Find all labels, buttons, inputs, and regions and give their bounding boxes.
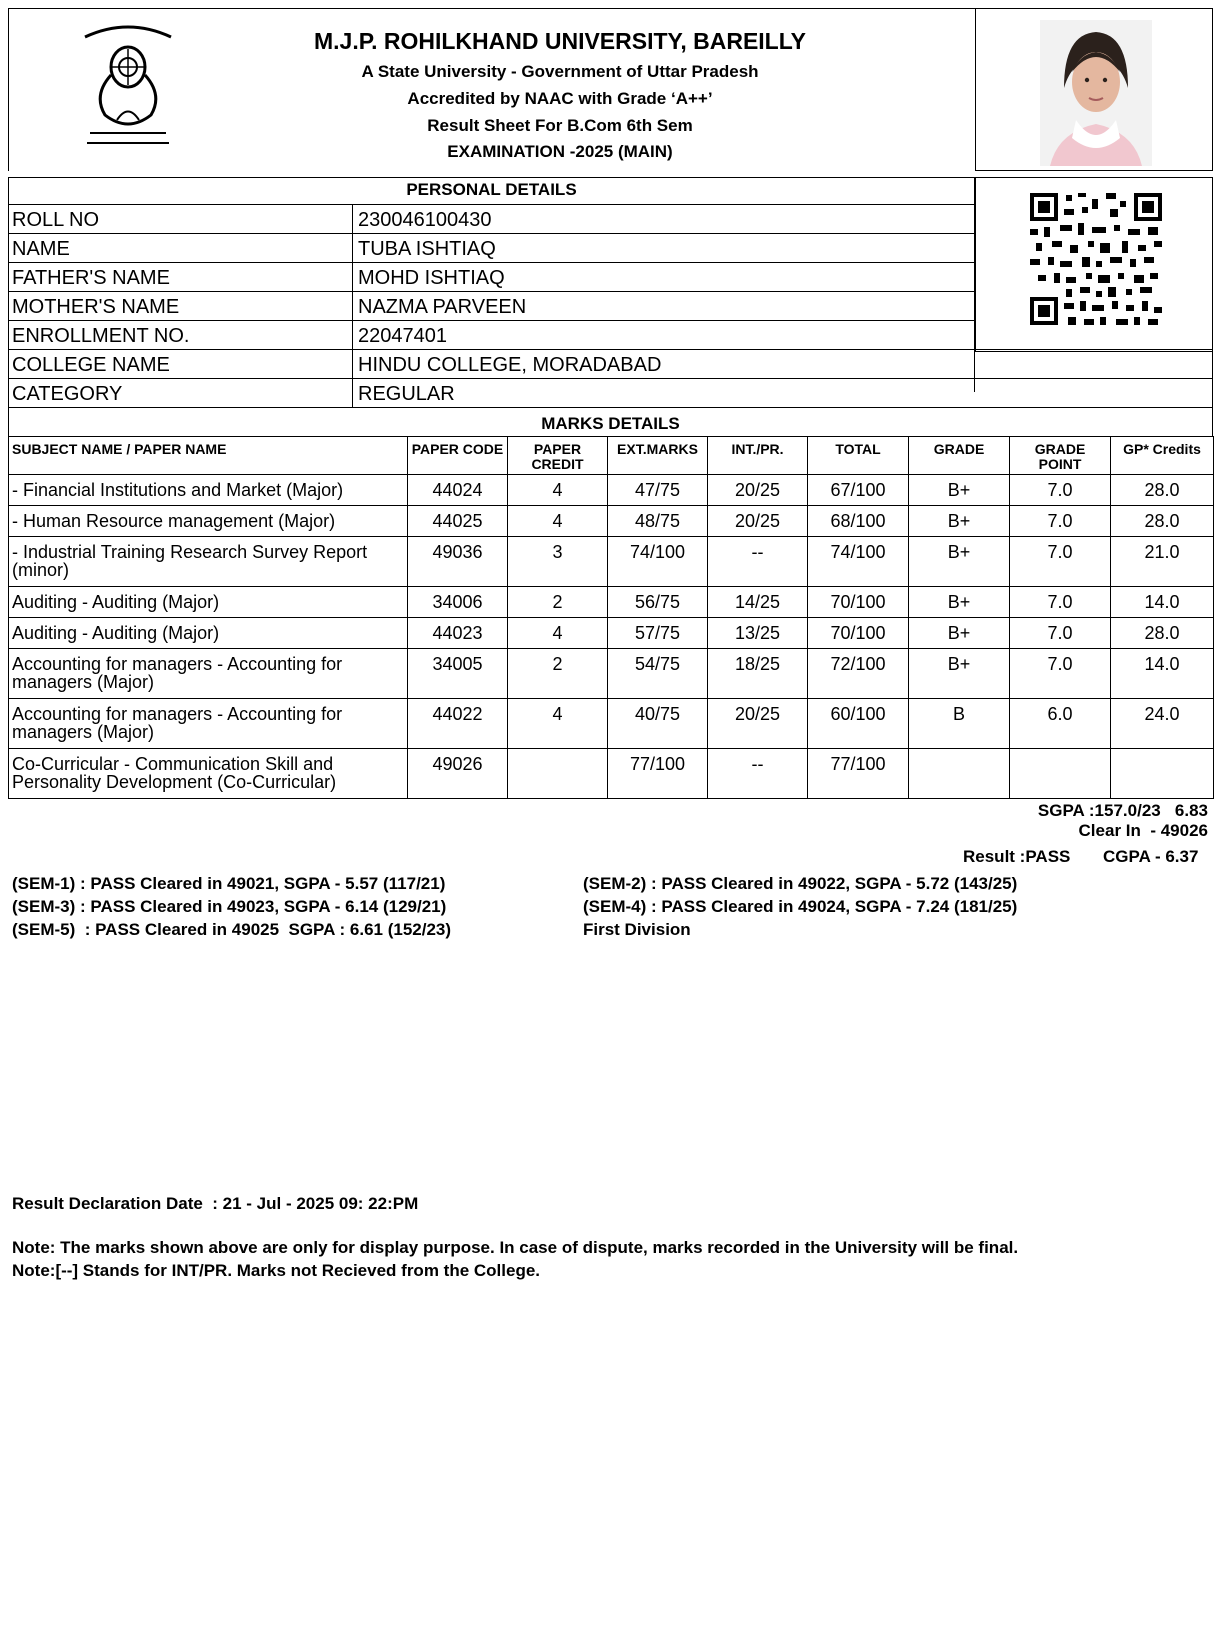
ext-marks: 40/75 bbox=[608, 699, 708, 749]
int-marks: 20/25 bbox=[708, 699, 808, 749]
paper-code: 49026 bbox=[408, 749, 508, 799]
int-marks: -- bbox=[708, 749, 808, 799]
total-marks: 68/100 bbox=[808, 506, 909, 537]
int-marks: 14/25 bbox=[708, 587, 808, 618]
pd-row-name bbox=[8, 233, 975, 262]
personal-details-title: PERSONAL DETAILS bbox=[406, 180, 577, 199]
pd-row-mother bbox=[8, 291, 975, 320]
paper-code: 44024 bbox=[408, 475, 508, 506]
pd-row-enrollment bbox=[8, 320, 975, 349]
col-paper-code: PAPER CODE bbox=[408, 437, 508, 475]
col-ext-marks: EXT.MARKS bbox=[608, 437, 708, 475]
subject-name: - Financial Institutions and Market (Major) bbox=[9, 475, 408, 506]
ext-marks: 74/100 bbox=[608, 537, 708, 587]
grade: B+ bbox=[909, 649, 1010, 699]
col-gp-credits: GP* Credits bbox=[1111, 437, 1214, 475]
gp-credits: 21.0 bbox=[1111, 537, 1214, 587]
paper-code: 34005 bbox=[408, 649, 508, 699]
grade: B+ bbox=[909, 537, 1010, 587]
pd-row-father bbox=[8, 262, 975, 291]
marks-details-title: MARKS DETAILS bbox=[541, 414, 680, 433]
table-row bbox=[9, 506, 1214, 537]
mother-name-label: MOTHER'S NAME bbox=[12, 296, 180, 318]
paper-credit: 4 bbox=[508, 618, 608, 649]
sheet-title: Result Sheet For B.Com 6th Sem bbox=[427, 116, 693, 135]
total-marks: 67/100 bbox=[808, 475, 909, 506]
subject-name: Accounting for managers - Accounting for managers (Major) bbox=[9, 699, 408, 749]
sem-3-result: (SEM-3) : PASS Cleared in 49023, SGPA - 6.14 (129/21) bbox=[12, 897, 447, 916]
grade-point bbox=[1010, 749, 1111, 799]
division: First Division bbox=[583, 920, 691, 939]
int-marks: 18/25 bbox=[708, 649, 808, 699]
grade-point: 6.0 bbox=[1010, 699, 1111, 749]
table-row bbox=[9, 587, 1214, 618]
total-marks: 77/100 bbox=[808, 749, 909, 799]
int-marks: 20/25 bbox=[708, 506, 808, 537]
paper-credit: 3 bbox=[508, 537, 608, 587]
table-row bbox=[9, 618, 1214, 649]
result-status: Result :PASS bbox=[963, 847, 1071, 866]
mother-name-value: NAZMA PARVEEN bbox=[358, 296, 527, 318]
college-label: COLLEGE NAME bbox=[12, 354, 170, 376]
paper-credit bbox=[508, 749, 608, 799]
ext-marks: 47/75 bbox=[608, 475, 708, 506]
result-declaration-date: Result Declaration Date : 21 - Jul - 2025 09: 22:PM bbox=[12, 1194, 419, 1213]
table-row bbox=[9, 699, 1214, 749]
paper-code: 34006 bbox=[408, 587, 508, 618]
marks-header-row bbox=[9, 437, 1214, 475]
int-marks: 20/25 bbox=[708, 475, 808, 506]
grade-point: 7.0 bbox=[1010, 618, 1111, 649]
paper-code: 44023 bbox=[408, 618, 508, 649]
university-logo bbox=[65, 15, 191, 150]
sem-1-result: (SEM-1) : PASS Cleared in 49021, SGPA - 5.57 (117/21) bbox=[12, 874, 446, 893]
ext-marks: 57/75 bbox=[608, 618, 708, 649]
gp-credits: 28.0 bbox=[1111, 475, 1214, 506]
pd-row-category bbox=[8, 378, 1213, 407]
col-subject: SUBJECT NAME / PAPER NAME bbox=[9, 437, 408, 475]
university-subtitle: A State University - Government of Uttar Pradesh bbox=[361, 62, 759, 81]
table-row bbox=[9, 475, 1214, 506]
grade-point: 7.0 bbox=[1010, 537, 1111, 587]
col-int-pr: INT./PR. bbox=[708, 437, 808, 475]
grade-point: 7.0 bbox=[1010, 475, 1111, 506]
category-value: REGULAR bbox=[358, 383, 455, 405]
grade: B bbox=[909, 699, 1010, 749]
subject-name: - Human Resource management (Major) bbox=[9, 506, 408, 537]
subject-name: Accounting for managers - Accounting for managers (Major) bbox=[9, 649, 408, 699]
marks-table bbox=[8, 436, 1214, 799]
category-label: CATEGORY bbox=[12, 383, 123, 405]
gp-credits: 14.0 bbox=[1111, 587, 1214, 618]
enrollment-value: 22047401 bbox=[358, 325, 447, 347]
paper-code: 44022 bbox=[408, 699, 508, 749]
grade: B+ bbox=[909, 475, 1010, 506]
name-value: TUBA ISHTIAQ bbox=[358, 238, 496, 260]
subject-name: Co-Curricular - Communication Skill and Personality Development (Co-Curricular) bbox=[9, 749, 408, 799]
paper-credit: 4 bbox=[508, 699, 608, 749]
accreditation-line: Accredited by NAAC with Grade ‘A++’ bbox=[407, 89, 713, 108]
clear-in: Clear In - 49026 bbox=[1078, 821, 1208, 840]
father-name-label: FATHER'S NAME bbox=[12, 267, 170, 289]
gp-credits: 28.0 bbox=[1111, 506, 1214, 537]
grade: B+ bbox=[909, 506, 1010, 537]
grade bbox=[909, 749, 1010, 799]
int-marks: 13/25 bbox=[708, 618, 808, 649]
ext-marks: 54/75 bbox=[608, 649, 708, 699]
roll-no-value: 230046100430 bbox=[358, 209, 492, 231]
grade-point: 7.0 bbox=[1010, 587, 1111, 618]
university-name: M.J.P. ROHILKHAND UNIVERSITY, BAREILLY bbox=[313, 28, 807, 54]
total-marks: 70/100 bbox=[808, 587, 909, 618]
table-row bbox=[9, 537, 1214, 587]
col-grade: GRADE bbox=[909, 437, 1010, 475]
note-display-purpose: Note: The marks shown above are only for display purpose. In case of dispute, marks recorded in the University will be final. bbox=[12, 1238, 1019, 1257]
paper-credit: 4 bbox=[508, 475, 608, 506]
total-marks: 74/100 bbox=[808, 537, 909, 587]
note-int-pr: Note:[--] Stands for INT/PR. Marks not Recieved from the College. bbox=[12, 1261, 541, 1280]
ext-marks: 56/75 bbox=[608, 587, 708, 618]
sem-5-result: (SEM-5) : PASS Cleared in 49025 SGPA : 6.61 (152/23) bbox=[12, 920, 452, 939]
gp-credits: 28.0 bbox=[1111, 618, 1214, 649]
qr-code bbox=[1030, 193, 1162, 325]
grade-point: 7.0 bbox=[1010, 649, 1111, 699]
student-photo bbox=[1040, 20, 1152, 166]
paper-credit: 2 bbox=[508, 587, 608, 618]
college-value: HINDU COLLEGE, MORADABAD bbox=[358, 354, 662, 376]
total-marks: 60/100 bbox=[808, 699, 909, 749]
father-name-value: MOHD ISHTIAQ bbox=[358, 267, 505, 289]
paper-code: 44025 bbox=[408, 506, 508, 537]
grade: B+ bbox=[909, 587, 1010, 618]
gp-credits: 24.0 bbox=[1111, 699, 1214, 749]
ext-marks: 48/75 bbox=[608, 506, 708, 537]
table-row bbox=[9, 749, 1214, 799]
gp-credits bbox=[1111, 749, 1214, 799]
col-grade-point: GRADE POINT bbox=[1010, 437, 1111, 475]
roll-no-label: ROLL NO bbox=[12, 209, 100, 231]
gp-credits: 14.0 bbox=[1111, 649, 1214, 699]
paper-credit: 4 bbox=[508, 506, 608, 537]
grade-point: 7.0 bbox=[1010, 506, 1111, 537]
subject-name: Auditing - Auditing (Major) bbox=[9, 618, 408, 649]
int-marks: -- bbox=[708, 537, 808, 587]
enrollment-label: ENROLLMENT NO. bbox=[12, 325, 190, 347]
cgpa-value: CGPA - 6.37 bbox=[1103, 847, 1199, 866]
sgpa-summary: SGPA :157.0/23 6.83 bbox=[1037, 801, 1208, 820]
ext-marks: 77/100 bbox=[608, 749, 708, 799]
total-marks: 70/100 bbox=[808, 618, 909, 649]
sem-4-result: (SEM-4) : PASS Cleared in 49024, SGPA - 7.24 (181/25) bbox=[583, 897, 1018, 916]
examination-title: EXAMINATION -2025 (MAIN) bbox=[447, 142, 673, 161]
pd-row-college bbox=[8, 349, 1213, 378]
name-label: NAME bbox=[12, 238, 70, 260]
paper-code: 49036 bbox=[408, 537, 508, 587]
col-paper-credit: PAPER CREDIT bbox=[508, 437, 608, 475]
col-total: TOTAL bbox=[808, 437, 909, 475]
paper-credit: 2 bbox=[508, 649, 608, 699]
subject-name: - Industrial Training Research Survey Report (minor) bbox=[9, 537, 408, 587]
grade: B+ bbox=[909, 618, 1010, 649]
subject-name: Auditing - Auditing (Major) bbox=[9, 587, 408, 618]
sem-2-result: (SEM-2) : PASS Cleared in 49022, SGPA - 5.72 (143/25) bbox=[583, 874, 1018, 893]
table-row bbox=[9, 649, 1214, 699]
total-marks: 72/100 bbox=[808, 649, 909, 699]
pd-row-roll bbox=[8, 204, 975, 233]
